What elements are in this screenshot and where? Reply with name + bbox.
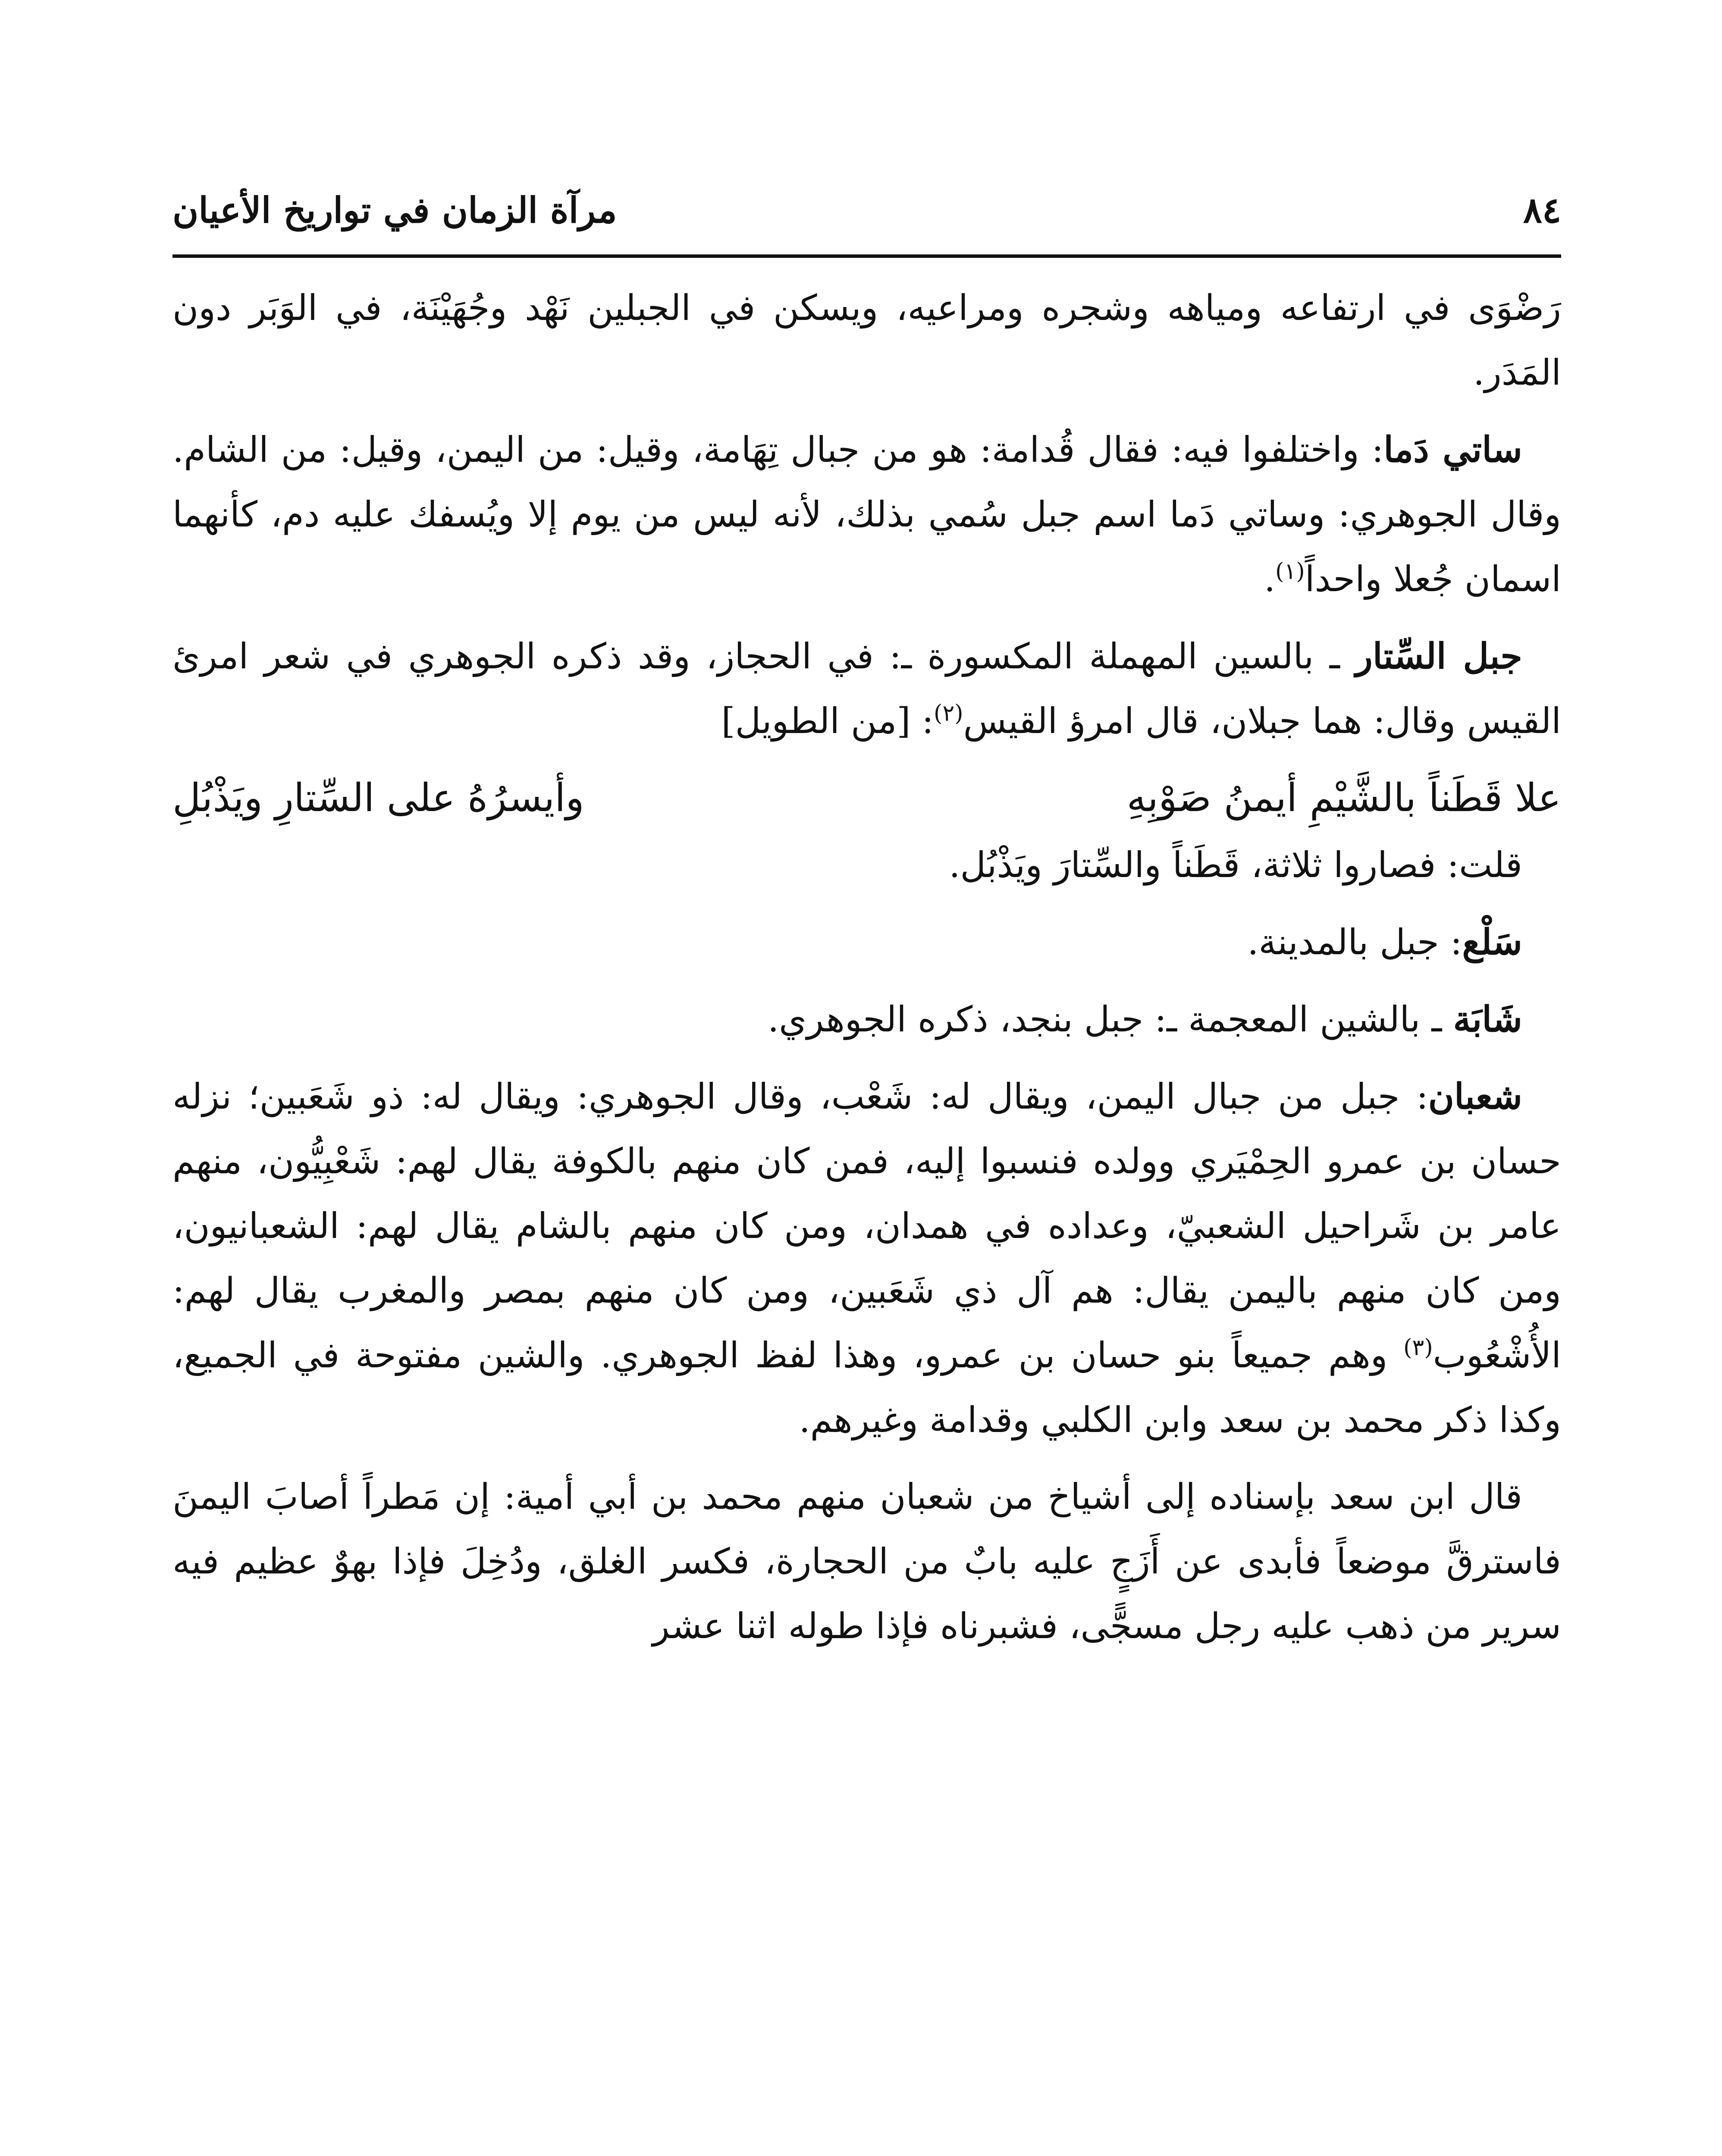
entry-term: شعبان — [1428, 1076, 1522, 1117]
main-text — [173, 276, 1561, 1671]
paragraph-text: قلت: فصاروا ثلاثة، قَطَناً والسِّتارَ ويَذْبُل. — [949, 845, 1522, 886]
page-header — [173, 181, 1561, 241]
poem-second-hemistich: وأيسرُهُ على السِّتارِ ويَذْبُلِ — [173, 775, 584, 821]
entry-text: : واختلفوا فيه: فقال قُدامة: هو من جبال تِهَامة، وقيل: من اليمن، وقيل: من الشام. وقال الجوهري: وساتي دَما اسم جبل سُمي بذلك، لأنه ليس من يوم إلا ويُسفك عليه دم، كأنهما اسمان جُعلا واحداً — [173, 429, 1561, 600]
entry-text: ـ بالسين المهملة المكسورة ـ: في الحجاز، وقد ذكره الجوهري في شعر امرئ القيس وقال: هما جبلان، قال امرؤ القيس — [173, 636, 1561, 742]
entry-end: . — [1264, 559, 1276, 600]
entry-meter-note: : [من الطويل] — [721, 701, 934, 742]
paragraph-text: قال ابن سعد بإسناده إلى أشياخ من شعبان منهم محمد بن أبي أمية: إن مَطراً أصابَ اليمنَ فاسترقَّ موضعاً فأبدى عن أَزَجٍ عليه بابٌ من الحجارة، فكسر الغلق، ودُخِلَ فإذا بهوٌ عظيم فيه سرير من ذهب عليه رجل مسجًّى، فشبرناه فإذا طوله اثنا عشر — [173, 1476, 1562, 1647]
entry-term: شَابَة — [1453, 999, 1522, 1040]
entry-term: ساتي دَما — [1383, 429, 1522, 470]
entry-text: : جبل من جبال اليمن، ويقال له: شَعْب، وقال الجوهري: ويقال له: ذو شَعَبين؛ نزله حسان بن عمرو الحِمْيَري وولده فنسبوا إليه، فمن كان منهم بالكوفة يقال لهم: شَعْبِيُّون، منهم عامر بن شَراحيل الشعبيّ، وعداده في همدان، ومن كان منهم بالشام يقال لهم: الشعبانيون، ومن كان منهم باليمن يقال: هم آل ذي شَعَبين، ومن كان منهم بمصر والمغرب يقال لهم: الأُشْعُوب — [173, 1076, 1561, 1376]
running-title: مرآة الزمان في تواريخ الأعيان — [173, 190, 617, 231]
entry-text: ـ بالشين المعجمة ـ: جبل بنجد، ذكره الجوهري. — [768, 999, 1453, 1040]
entry-term: جبل السِّتار — [1355, 636, 1523, 677]
entry-text-continued: وهم جميعاً بنو حسان بن عمرو، وهذا لفظ الجوهري. والشين مفتوحة في الجميع، وكذا ذكر محمد بن سعد وابن الكلبي وقدامة وغيرهم. — [173, 1335, 1561, 1441]
entry-jabal-al-sitar — [173, 624, 1561, 754]
footnote-ref-2[interactable]: (٢) — [934, 700, 963, 727]
page-number: ٨٤ — [1523, 190, 1561, 231]
paragraph-text: رَضْوَى في ارتفاعه ومياهه وشجره ومراعيه، ويسكن في الجبلين نَهْد وجُهَيْنَة، في الوَبَر دون المَدَر. — [173, 288, 1561, 393]
paragraph-comment — [173, 833, 1561, 898]
footnote-ref-1[interactable]: (١) — [1275, 558, 1305, 585]
footnote-ref-3[interactable]: (٣) — [1403, 1335, 1433, 1361]
entry-text: : جبل بالمدينة. — [1247, 922, 1462, 963]
entry-sati-dama — [173, 417, 1561, 612]
entry-sal — [173, 910, 1561, 975]
paragraph-radwa — [173, 276, 1561, 405]
poem-first-hemistich: علا قَطَناً بالشَّيْمِ أيمنُ صَوْبِهِ — [1126, 775, 1561, 821]
entry-shaba — [173, 987, 1561, 1052]
paragraph-ibn-saad — [173, 1465, 1561, 1659]
entry-shaban — [173, 1064, 1561, 1453]
entry-term: سَلْع — [1462, 921, 1522, 963]
poem-verse — [173, 766, 1561, 830]
header-divider — [173, 254, 1561, 258]
